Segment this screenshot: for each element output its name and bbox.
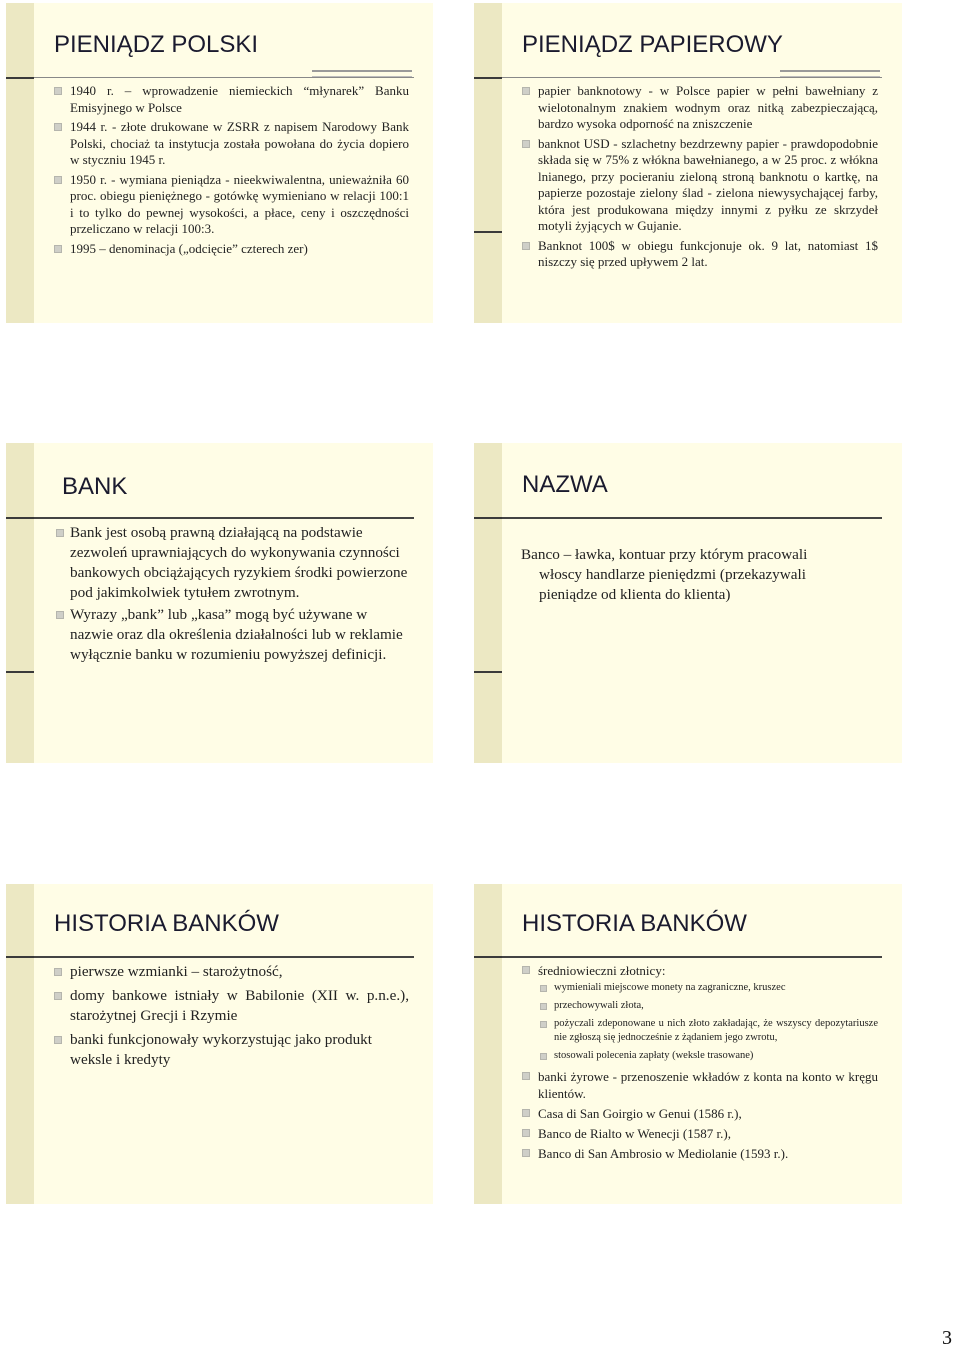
slide-pieniadz-papierowy	[474, 3, 902, 323]
sub-list-item: wymieniali miejscowe monety na zagraniczne, kruszec	[540, 981, 878, 995]
sub-list-item: przechowywali złota,	[540, 999, 878, 1013]
list-item: Wyrazy „bank” lub „kasa” mogą być używane w nazwie oraz dla określenia działalności lub w reklamie wyłącznie banku w rozumieniu powyższej definicji.	[56, 605, 409, 665]
slide-body	[54, 962, 409, 1070]
slide-nazwa	[474, 443, 902, 763]
slide-title: BANK	[62, 473, 128, 500]
slide-historia-bankow-2	[474, 884, 902, 1204]
slide-body	[522, 962, 878, 1162]
slide-title: PIENIĄDZ POLSKI	[54, 31, 259, 58]
slide-text: Banco – ławka, kontuar przy którym pracowali włoscy handlarze pieniędzmi (przekazywali pieniądze od klienta do klienta)	[521, 546, 808, 603]
list-item: Banco de Rialto w Wenecji (1587 r.),	[522, 1125, 878, 1142]
slide-body	[56, 523, 409, 665]
list-item: banki funkcjonowały wykorzystując jako produkt weksle i kredyty	[54, 1030, 409, 1070]
list-item: średniowieczni złotnicy:	[522, 962, 878, 979]
slide-body	[54, 83, 409, 257]
title-rule	[780, 70, 880, 77]
list-item: banki żyrowe - przenoszenie wkładów z konta na konto w kręgu klientów.	[522, 1068, 878, 1102]
list-item: 1940 r. – wprowadzenie niemieckich “młynarek” Banku Emisyjnego w Polsce	[54, 83, 409, 116]
list-item: Banco di San Ambrosio w Mediolanie (1593 r.).	[522, 1145, 878, 1162]
slide-title: HISTORIA BANKÓW	[54, 910, 279, 937]
slide-title: NAZWA	[522, 471, 608, 498]
list-item: 1944 r. - złote drukowane w ZSRR z napisem Narodowy Bank Polski, chociaż ta instytucja została powołana do życia dopiero w styczniu 1945 r.	[54, 119, 409, 169]
list-item: papier banknotowy - w Polsce papier w pełni bawełniany z wielotonalnym znakiem wodnym oraz nitką zabezpieczającą, bardzo wysoka odporność na zniszczenie	[522, 83, 878, 133]
slide-body	[521, 545, 842, 605]
page-number: 3	[942, 1327, 952, 1349]
list-item: pierwsze wzmianki – starożytność,	[54, 962, 409, 982]
sub-list	[522, 981, 878, 1063]
list-item: 1950 r. - wymiana pieniądza - nieekwiwalentna, unieważniła 60 proc. obiegu pieniężnego - gotówkę wymieniano w relacji 100:1 i to tylko do pewnej wysokości, a płace, ceny i oszczędności przeliczano w relacji 100:3.	[54, 172, 409, 238]
slide-pieniadz-polski	[6, 3, 433, 323]
slide-title: PIENIĄDZ PAPIEROWY	[522, 31, 783, 58]
sub-list-item: stosowali polecenia zapłaty (weksle trasowane)	[540, 1049, 878, 1063]
slide-body	[522, 83, 878, 271]
title-rule	[312, 70, 412, 77]
slide-historia-bankow-1	[6, 884, 433, 1204]
list-item: Bank jest osobą prawną działającą na podstawie zezwoleń uprawniających do wykonywania czynności bankowych obciążających ryzykiem środki powierzone pod jakimkolwiek tytułem zwrotnym.	[56, 523, 409, 603]
list-item: domy bankowe istniały w Babilonie (XII w. p.n.e.), starożytnej Grecji i Rzymie	[54, 986, 409, 1026]
slide-bank	[6, 443, 433, 763]
list-item: banknot USD - szlachetny bezdrzewny papier - prawdopodobnie składa się w 75% z włókna bawełnianego, a w 25 proc. z włókna lnianego, przy pocieraniu zieloną stroną banknotu o kartkę, na papierze pozostaje zielony ślad - zielona niewysychającej farby, która jest produkowana między innymi z pyłku ze skrzydeł motyli żyjących w Gujanie.	[522, 136, 878, 235]
list-item: Banknot 100$ w obiegu funkcjonuje ok. 9 lat, natomiast 1$ niszczy się przed upływem 2 lat.	[522, 238, 878, 271]
list-item: Casa di San Goirgio w Genui (1586 r.),	[522, 1105, 878, 1122]
list-item: 1995 – denominacja („odcięcie” czterech zer)	[54, 241, 409, 258]
slide-title: HISTORIA BANKÓW	[522, 910, 747, 937]
sub-list-item: pożyczali zdeponowane u nich złoto zakładając, że wszyscy depozytariusze nie zgłoszą się jednocześnie z żądaniem jego zwrotu,	[540, 1017, 878, 1045]
